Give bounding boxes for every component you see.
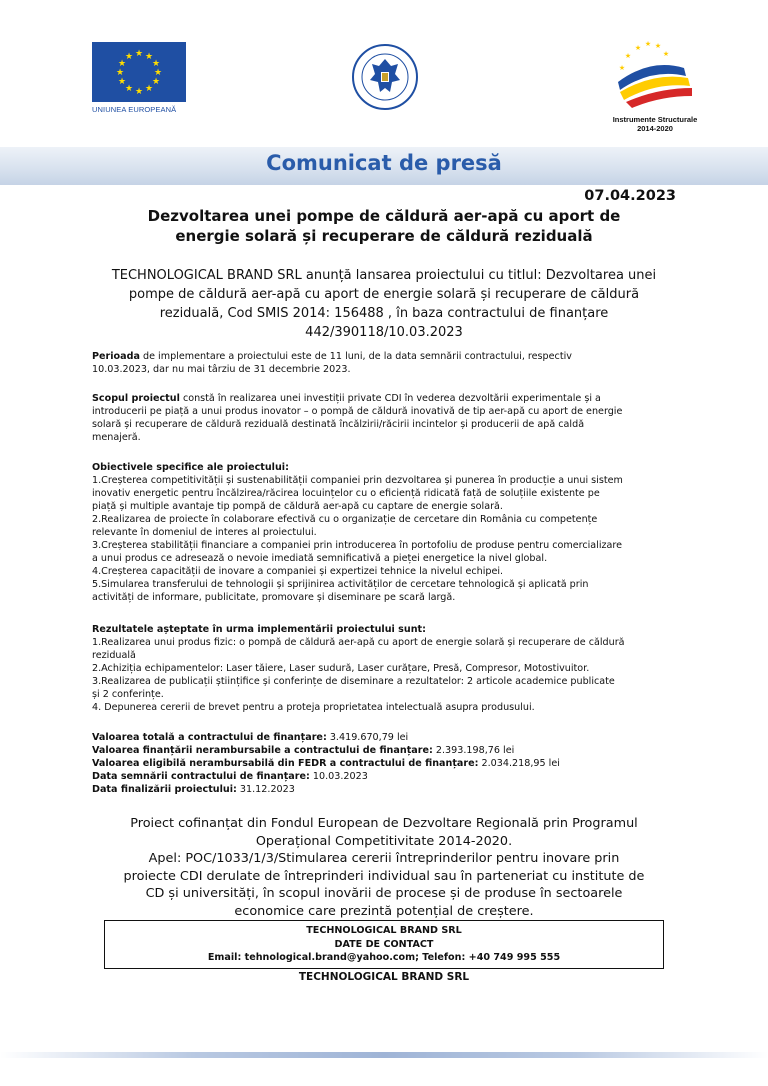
objective-line: 4.Creșterea capacității de inovare a companiei și expertizei tehnice la nivelul echipei. [92,566,504,577]
result-line: 2.Achiziția echipamentelor: Laser tăiere, Laser sudură, Laser curățare, Presă, Compresor, Motostivuitor. [92,663,590,674]
contact-details: Email: tehnological.brand@yahoo.com; Telefon: +40 749 995 555 [207,952,561,963]
objective-line: 2.Realizarea de proiecte în colaborare efectivă cu o organizație de cercetare din România cu competențe [92,514,598,525]
svg-text:★: ★ [151,77,161,87]
objective-line: 5.Simularea transferului de tehnologii și sprijinirea activităților de cercetare tehnologică și aplicată prin [92,579,589,590]
svg-text:★: ★ [634,44,642,52]
result-line: 3.Realizarea de publicații științifice și conferințe de diseminare a rezultatelor: 2 articole academice publicate [92,676,615,687]
svg-text:★: ★ [134,87,144,97]
banner-title: Comunicat de presă [266,151,502,175]
svg-text:★: ★ [115,68,125,78]
eu-label: UNIUNEA EUROPEANĂ [92,105,177,114]
results-heading: Rezultatele așteptate în urma implementării proiectului sunt: [92,624,426,635]
svg-text:★: ★ [153,68,163,78]
footer-company: TECHNOLOGICAL BRAND SRL [298,971,470,983]
objective-line: 3.Creșterea stabilității financiare a companiei prin introducerea în portofoliu de produse pentru comercializare [92,540,623,551]
value-row: Data finalizării proiectului: 31.12.2023 [92,784,295,795]
svg-text:★: ★ [124,84,134,94]
announcement: TECHNOLOGICAL BRAND SRL anunță lansarea proiectului cu titlul: Dezvoltarea unei pompe de căldură aer-apă cu aport de energie solară și recuperare de căldură reziduală, Cod SMIS 2014: 156488 , în baza contractului de finanțare 442/390118/10.03.2023 [111,268,657,340]
svg-text:★: ★ [134,49,144,59]
value-row: Data semnării contractului de finanțare: 10.03.2023 [92,771,368,782]
eu-flag-icon [92,42,186,102]
svg-text:★: ★ [144,84,154,94]
period-paragraph: Perioada de implementare a proiectului este de 11 luni, de la data semnării contractului, respectiv 10.03.2023, dar nu mai târziu de 31 decembrie 2023. [92,351,572,375]
value-row: Valoarea eligibilă nerambursabilă din FEDR a contractului de finanțare: 2.034.218,95 lei [92,758,560,769]
svg-text:★: ★ [151,59,161,69]
objective-line: activități de informare, publicitate, promovare și diseminare pe scară largă. [92,592,456,603]
objective-line: inovativ energetic pentru încălzirea/răcirea locuințelor cu o eficiență ridicată față de soluțiile existente pe [92,488,600,499]
result-line: 1.Realizarea unui produs fizic: o pompă de căldură aer-apă cu aport de energie solară și recuperare de căldură [92,637,625,648]
result-line: 4. Depunerea cererii de brevet pentru a proteja proprietatea intelectuală asupra produsului. [92,702,535,713]
financial-values [92,731,676,796]
svg-text:★: ★ [117,59,127,69]
government-seal-icon [350,42,420,112]
instrumente-structurale-logo [600,38,710,133]
objectives-heading: Obiectivele specifice ale proiectului: [92,462,289,473]
svg-text:★: ★ [662,50,670,58]
svg-text:★: ★ [644,40,652,48]
value-row: Valoarea totală a contractului de finanțare: 3.419.670,79 lei [92,732,409,743]
instrumente-structurale-label: Instrumente Structurale 2014-2020 [612,115,698,133]
project-title: Dezvoltarea unei pompe de căldură aer-apă cu aport de energie solară și recuperare de căldură reziduală [147,207,621,245]
svg-text:★: ★ [117,77,127,87]
cofinance-statement: Proiect cofinanțat din Fondul European de Dezvoltare Regională prin Programul Operațional Competitivitate 2014-2020. Apel: POC/1033/1/3/Stimularea cererii întreprinderilor pentru inovare prin proiecte CDI derulate de întreprinderi individual sau în parteneriat cu institute de CD și universități, în scopul inovării de procese și de produse în sectoarele economice care prezintă potențial de creștere. [123,816,645,919]
objectives-section [92,461,676,604]
press-release-banner [0,147,768,185]
objective-line: relevante în domeniul de interes al proiectului. [92,527,317,538]
footer-divider [0,1052,768,1058]
svg-text:★: ★ [618,64,626,72]
objective-line: a unui produs ce adresează o nevoie imediată semnificativă a pieței energetice la nivel global. [92,553,548,564]
release-date: 07.04.2023 [584,188,676,204]
contact-company: TECHNOLOGICAL BRAND SRL [306,925,462,936]
instrumente-structurale-icon [600,38,710,110]
objective-line: piață și multiple avantaje tip pompă de căldură aer-apă cu captare de energie solară. [92,501,503,512]
objective-line: 1.Creșterea competitivității și sustenabilității companiei prin dezvoltarea și punerea în producție a unui sistem [92,475,623,486]
results-section [92,623,676,714]
svg-text:★: ★ [144,52,154,62]
eu-logo [92,42,188,114]
scope-paragraph: Scopul proiectul constă în realizarea unei investiții private CDI în vederea dezvoltării experimentale și a introducerii pe piață a unui produs inovator – o pompă de căldură inovativă de tip aer-apă cu aport de energie solară și recuperare de căldură reziduală destinată încălzirii/răcirii incintelor și producerii de apă caldă menajeră. [92,393,623,443]
result-line: reziduală [92,650,136,661]
svg-text:★: ★ [624,52,632,60]
contact-box [104,920,664,969]
svg-text:★: ★ [654,42,662,50]
value-row: Valoarea finanțării nerambursabile a contractului de finanțare: 2.393.198,76 lei [92,745,515,756]
svg-text:★: ★ [124,52,134,62]
contact-heading: DATE DE CONTACT [334,938,434,950]
result-line: și 2 conferințe. [92,689,164,700]
